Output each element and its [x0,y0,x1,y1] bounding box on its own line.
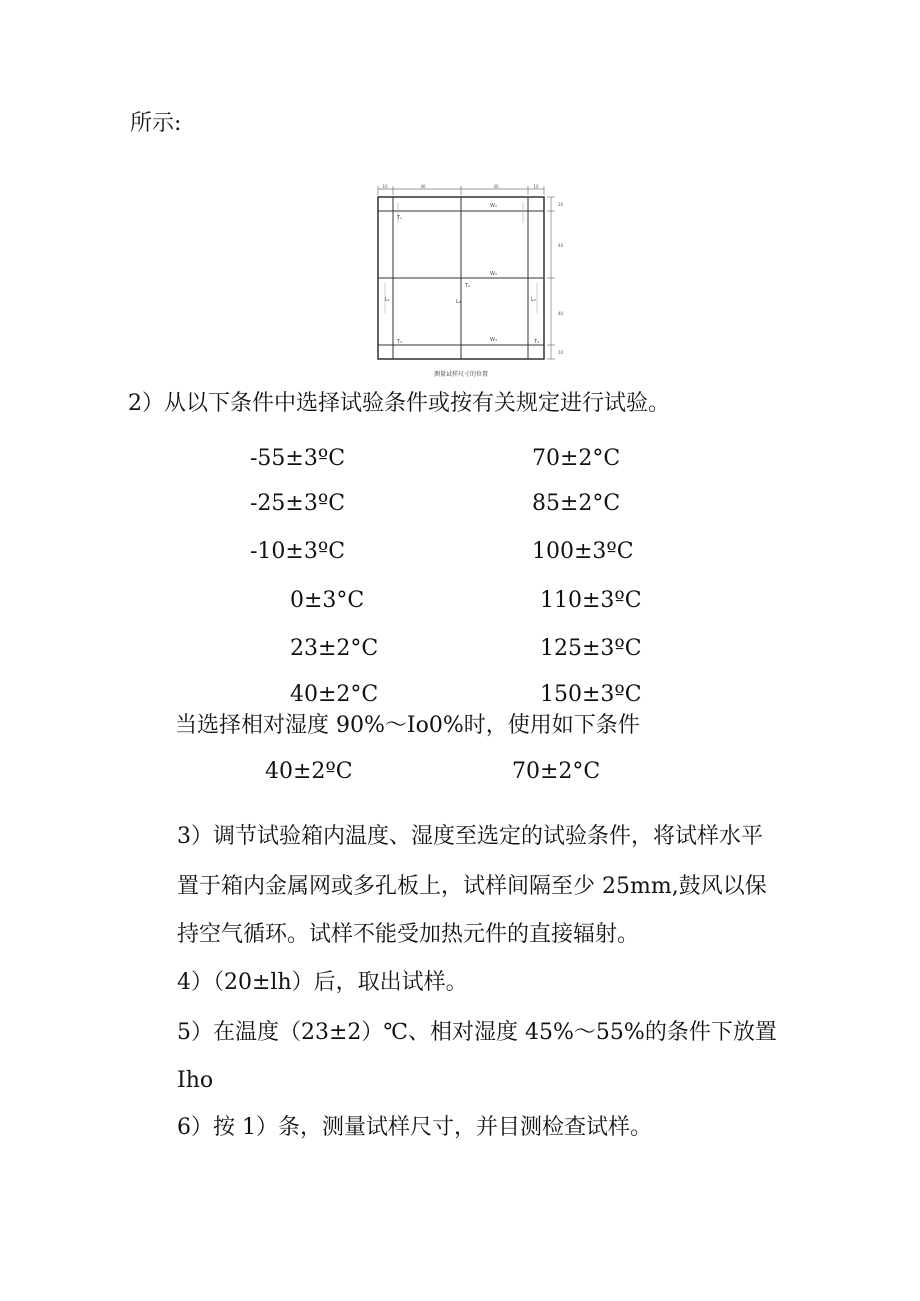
step2-heading: 2）从以下条件中选择试验条件或按有关规定进行试验。 [128,391,670,416]
condition-left-5: 23±2°C [290,636,379,661]
label-l3: L₃ [531,297,536,303]
humidity-condition-left: 40±2ºC [265,759,353,784]
condition-right-2: 85±2°C [532,491,621,516]
label-l2: L₂ [456,299,461,305]
step3-line3: 持空气循环。试样不能受加热元件的直接辐射。 [177,922,640,947]
right-dim-3: 40 [558,311,564,316]
step6-text: 6）按 1）条，测量试样尺寸，并目测检查试样。 [177,1115,652,1140]
label-w1: W₁ [490,203,497,209]
condition-right-1: 70±2°C [532,446,621,471]
label-t4: T₄ [534,339,540,345]
label-l1: L₁ [385,297,390,303]
humidity-note: 当选择相对湿度 90%～Io0%时，使用如下条件 [175,713,640,738]
condition-left-4: 0±3°C [290,588,365,613]
step3-line1: 3）调节试验箱内温度、湿度至选定的试验条件，将试样水平 [177,824,763,849]
label-w3: W₃ [490,337,497,343]
step5-line1: 5）在温度（23±2）℃、相对湿度 45%～55%的条件下放置 [177,1020,777,1045]
condition-left-3: -10±3ºC [250,539,346,564]
label-t3: T₃ [397,339,403,345]
label-t1: T₁ [397,215,403,221]
label-w2: W₂ [490,271,497,277]
step5-line2: Iho [177,1068,214,1093]
right-dim-4: 10 [558,350,564,355]
top-dim-3: 40 [493,184,499,189]
humidity-condition-right: 70±2°C [512,759,601,784]
measurement-position-figure [368,183,564,383]
figure-caption: 测量试样尺寸的位置 [433,371,489,378]
right-dim-1: 10 [558,202,564,207]
label-t2: T₂ [465,283,471,289]
right-dim-2: 40 [558,243,564,248]
condition-right-3: 100±3ºC [532,539,634,564]
top-dim-4: 10 [533,184,539,189]
condition-right-5: 125±3ºC [540,636,642,661]
condition-left-6: 40±2°C [290,682,379,707]
specimen-diagram [368,183,564,383]
top-dim-2: 40 [420,184,426,189]
condition-left-1: -55±3ºC [250,446,346,471]
condition-right-4: 110±3ºC [540,588,642,613]
condition-left-2: -25±3ºC [250,491,346,516]
step4-text: 4）（20±lh）后，取出试样。 [177,970,468,995]
condition-right-6: 150±3ºC [540,682,642,707]
top-dim-1: 10 [382,184,388,189]
intro-text: 所示: [130,111,182,136]
step3-line2: 置于箱内金属网或多孔板上，试样间隔至少 25mm,鼓风以保 [177,874,767,899]
